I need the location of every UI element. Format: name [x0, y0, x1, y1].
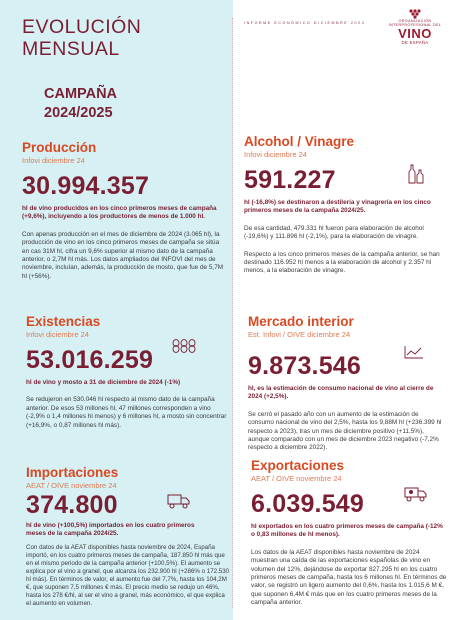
logo-big-text: VINO — [398, 26, 432, 41]
section-source: Infovi diciembre 24 — [22, 156, 85, 165]
section-title: Producción — [22, 140, 97, 155]
column-divider — [232, 18, 233, 608]
section-existencias — [26, 314, 228, 430]
logo-small-text: ORGANIZACIÓN INTERPROFESIONAL DEL — [388, 19, 442, 27]
page-title: EVOLUCIÓN MENSUAL — [22, 16, 142, 60]
section-body: Con apenas producción en el mes de diciembre de 2024 (3.065 hl), la producción de vino en los cinco primeros meses de campaña se sitúa en cas 31M hl, cifra un 9,6% superior al mismo dato de la campaña anterior, o 2,7M hl más. Los datos ampliados del INFOVI del mes de noviembre, incluían, además, la producción de mosto, que fue de 5,7M hl (+56%). — [22, 230, 224, 280]
section-title: Mercado interior — [248, 314, 354, 329]
section-title: Importaciones — [26, 465, 119, 480]
big-value-importaciones: 374.800 — [26, 491, 118, 519]
section-source: AEAT / OIVE noviembre 24 — [26, 481, 117, 490]
grape-logo-icon — [408, 8, 422, 19]
big-value: 53.016.259 — [26, 346, 154, 374]
section-source: Infovi diciembre 24 — [26, 330, 89, 339]
truck-wine-icon — [404, 486, 428, 502]
barrels-icon — [172, 339, 196, 353]
section-body-2: Respecto a los cinco primeros meses de la campaña anterior, se han destinado 116.952 hl menos a la elaboración de alcohol y 2.357 hl menos, a la elaboración de vinagre. — [244, 250, 440, 275]
section-body: De esa cantidad, 479.331 hl fueron para elaboración de alcohol (-19,6%) y 111.896 hl (-2,1%), para la elaboración de vinagre. — [244, 224, 424, 241]
section-body-importaciones: Con datos de la AEAT disponibles hasta noviembre de 2024, España importó, en los cuatro primeros meses de campaña, 187.850 hl más que en el mismo periodo de la campaña anterior (+100,5%). El aumento se explica por el vino a granel, que alcanza los 232.900 hl (+286% o 172.530 hl más). En términos de valor, el aumento fue del 7,7%, hasta los 104,2M €, que suponen 7,5 millones € más. El precio medio se redujo un 46%, hasta los 278 €/hl, al ser el vino a granel, más económico, el que explica el aumento en volumen. — [26, 544, 230, 607]
big-value: 591.227 — [244, 166, 336, 194]
section-exportaciones — [251, 458, 447, 608]
section-importaciones — [26, 465, 228, 491]
report-label: INFORME ECONÓMICO DICIEMBRE 2024 — [244, 21, 366, 25]
logo-sub-text: DE ESPAÑA — [401, 40, 429, 45]
section-mercado — [248, 314, 446, 453]
value-caption: hl (-16,8%) se destinaron a destilería y vinagrería en los cinco primeros meses de la campaña 2024/25. — [244, 199, 431, 215]
section-source: Est. Infovi / OIVE diciembre 24 — [248, 330, 351, 339]
section-body: Se cerró el pasado año con un aumento de la estimación de consumo nacional de vino del 2,5%, hasta los 9,88M hl (+236.399 hl respecto a 2023), tras un mes de diciembre positivo (+11,5%), aunque comparado con un mes de diciembre 2023 negativo (-7,2% respecto a diciembre 2022). — [248, 410, 442, 452]
section-title: Existencias — [26, 314, 101, 329]
value-caption: hl, es la estimación de consumo nacional de vino al cierre de 2024 (+2,5%). — [248, 385, 434, 401]
chart-icon — [404, 345, 424, 359]
truck-icon — [167, 493, 191, 509]
section-body: Se redujeron en 530.046 hl respecto al mismo dato de la campaña anterior. De esos 53 millones hl, 47 millones corresponden a vino (-2,9% o 1,4 millones hl menos) y 6 millones hl, a mosto sin concentrar (+16,9%, o 0,87 millones hl más). — [26, 396, 227, 429]
logo — [385, 8, 445, 45]
value-caption: hl de vino y mosto a 31 de diciembre de 2024 (-1%) — [26, 379, 181, 386]
section-source: AEAT / OIVE noviembre 24 — [251, 474, 342, 483]
big-value: 6.039.549 — [251, 490, 365, 518]
section-produccion — [22, 140, 224, 281]
section-body: Los datos de la AEAT disponibles hasta noviembre de 2024 muestran una caída de las exportaciones españolas de vino en volumen del 12%, dejándose de exportar 827.295 hl en los cuatro primeros meses de campaña, hasta los 6 millones hl. En términos de valor, se registró un ligero aumento del 0,6%, hasta los 1.015,6 M €, que suponen 6,4M € más que en los cuatro primeros meses de la campaña anterior. — [251, 548, 447, 607]
bottles-icon — [407, 164, 425, 184]
section-source: Infovi diciembre 24 — [244, 150, 307, 159]
campaign-label: CAMPAÑA 2024/2025 — [44, 86, 117, 121]
big-value: 30.994.357 — [22, 172, 150, 200]
value-caption: hl exportados en los cuatro primeros meses de campaña (-12% o 0,83 millones de hl menos). — [251, 523, 443, 539]
section-title: Alcohol / Vinagre — [244, 134, 355, 149]
section-alcohol — [244, 134, 444, 276]
big-value: 9.873.546 — [248, 352, 362, 380]
value-caption: hl de vino producidos en los cinco primeros meses de campaña (+9,6%), incluyendo a los productores de menos de 1.000 hl. — [22, 205, 217, 221]
section-title: Exportaciones — [251, 458, 345, 473]
value-caption-importaciones: hl de vino (+100,5%) importados en los cuatro primeros meses de la campaña 2024/25. — [26, 522, 195, 538]
